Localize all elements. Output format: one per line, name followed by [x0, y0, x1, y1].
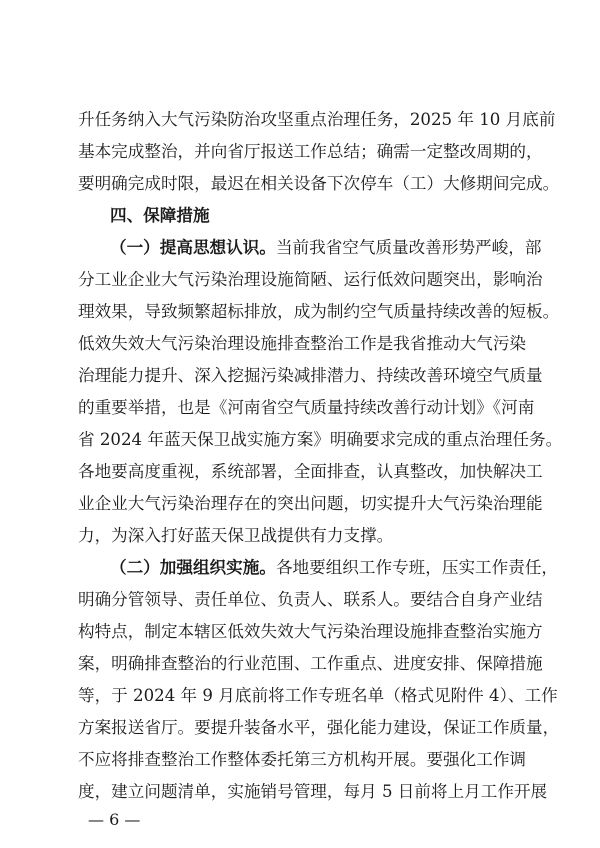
body-line: 力，为深入打好蓝天保卫战提供有力支撑。 [78, 526, 394, 545]
body-line: 分工业企业大气污染治理设施简陋、运行低效问题突出，影响治 [78, 270, 543, 289]
body-line: 理效果，导致频繁超标排放，成为制约空气质量持续改善的短板。 [78, 302, 560, 321]
body-line: 要明确完成时限，最迟在相关设备下次停车（工）大修期间完成。 [78, 174, 560, 193]
body-line: 的重要举措，也是《河南省空气质量持续改善行动计划》《河南 [78, 398, 535, 417]
body-line: 等，于 2024 年 9 月底前将工作专班名单（格式见附件 4）、工作 [78, 686, 558, 705]
page-number: — 6 — [88, 810, 141, 829]
paragraph-lead: （一）提高思想认识。 [110, 238, 276, 257]
paragraph-first-line [110, 553, 559, 583]
body-line: 治理能力提升、深入挖掘污染减排潜力、持续改善环境空气质量 [78, 366, 543, 385]
body-line: 基本完成整治，并向省厅报送工作总结；确需一定整改周期的， [78, 142, 543, 161]
body-line: 业企业大气污染治理存在的突出问题，切实提升大气污染治理能 [78, 494, 543, 513]
paragraph-first-line [110, 233, 542, 263]
body-line: 明确分管领导、责任单位、负责人、联系人。要结合自身产业结 [78, 590, 543, 609]
body-line: 不应将排查整治工作整体委托第三方机构开展。要强化工作调 [78, 750, 527, 769]
body-line: 各地要高度重视，系统部署，全面排查，认真整改，加快解决工 [78, 462, 543, 481]
body-line: 构特点，制定本辖区低效失效大气污染治理设施排查整治实施方 [78, 622, 543, 641]
body-line: 升任务纳入大气污染防治攻坚重点治理任务，2025 年 10 月底前 [78, 110, 556, 129]
body-line: 方案报送省厅。要提升装备水平，强化能力建设，保证工作质量， [78, 718, 560, 737]
body-line: 低效失效大气污染治理设施排查整治工作是我省推动大气污染 [78, 334, 527, 353]
body-line: 省 2024 年蓝天保卫战实施方案》明确要求完成的重点治理任务。 [78, 430, 563, 449]
paragraph-text: 各地要组织工作专班，压实工作责任， [275, 558, 559, 577]
body-line: 案，明确排查整治的行业范围、工作重点、进度安排、保障措施 [78, 654, 543, 673]
body-line: 度，建立问题清单，实施销号管理，每月 5 日前将上月工作开展 [78, 782, 548, 801]
paragraph-lead: （二）加强组织实施。 [110, 558, 276, 577]
section-heading: 四、保障措施 [110, 206, 210, 225]
paragraph-text: 当前我省空气质量改善形势严峻，部 [275, 238, 542, 257]
